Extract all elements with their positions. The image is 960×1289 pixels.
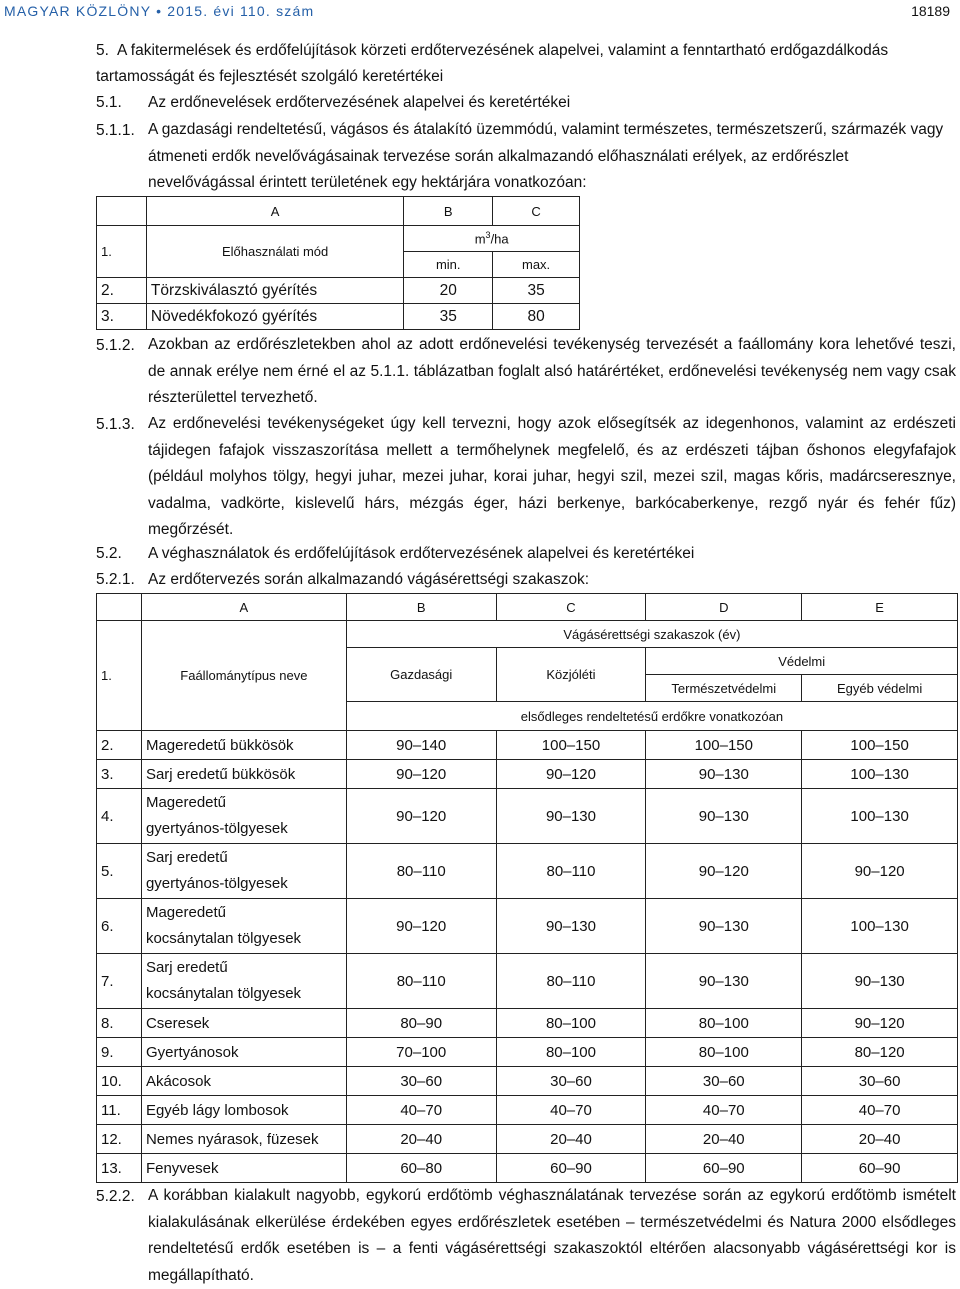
table-header-row — [97, 197, 580, 226]
egyeb-vedelmi-value: 60–90 — [802, 1154, 958, 1183]
section-5-title: A fakitermelések és erdőfelújítások körzeti erdőtervezésének alapelvei, valamint a fenntartható erdőgazdálkodás — [117, 42, 889, 59]
row-number: 1. — [97, 621, 142, 731]
row-number: 3. — [97, 760, 142, 789]
row-number: 12. — [97, 1125, 142, 1154]
col-c-header: C — [493, 197, 580, 226]
egyeb-vedelmi-value: 100–130 — [802, 899, 958, 954]
type-name — [141, 844, 346, 899]
rendeltetes-note: elsődleges rendeltetésű erdőkre vonatkozóan — [346, 702, 957, 731]
col-e-header: E — [802, 594, 958, 621]
type-name: Nemes nyárasok, füzesek — [141, 1125, 346, 1154]
gazdasagi-value: 90–120 — [346, 899, 496, 954]
gazdasagi-value: 80–110 — [346, 954, 496, 1009]
table-row — [97, 789, 958, 844]
type-name: Sarj eredetű bükkösök — [141, 760, 346, 789]
section-5-2-2-number: 5.2.2. — [96, 1188, 135, 1205]
section-5-number: 5. — [96, 42, 109, 59]
kozjoleti-value: 80–100 — [496, 1038, 646, 1067]
table-corner-cell — [97, 197, 147, 226]
table-row — [97, 1067, 958, 1096]
row-number: 11. — [97, 1096, 142, 1125]
running-header — [0, 0, 960, 22]
table-row — [97, 1038, 958, 1067]
col-a-header: A — [141, 594, 346, 621]
egyeb-vedelmi-value: 40–70 — [802, 1096, 958, 1125]
page-number: 18189 — [911, 3, 950, 19]
table-row — [97, 1154, 958, 1183]
egyeb-vedelmi-value: 30–60 — [802, 1067, 958, 1096]
row-number: 4. — [97, 789, 142, 844]
type-name-line2: gyertyános-tölgyesek — [145, 820, 288, 837]
termeszetvedelmi-value: 40–70 — [646, 1096, 802, 1125]
gazdasagi-value: 80–90 — [346, 1009, 496, 1038]
type-name-line2: gyertyános-tölgyesek — [145, 875, 288, 892]
type-name: Akácosok — [141, 1067, 346, 1096]
gazdasagi-value: 90–120 — [346, 760, 496, 789]
gazdasagi-value: 70–100 — [346, 1038, 496, 1067]
section-5-1-2-text: Azokban az erdőrészletekben ahol az adott erdőnevelési tevékenység tervezését a faállomány kora lehetővé teszi, de annak erélye nem érné el az 5.1.1. táblázatban foglalt alsó határértéket, erdőnevelési tevékenység nem vagy csak részterülettel tervezhető. — [148, 336, 956, 406]
row-number: 13. — [97, 1154, 142, 1183]
row-number: 2. — [97, 278, 147, 304]
gazdasagi-value: 80–110 — [346, 844, 496, 899]
table-row — [97, 1125, 958, 1154]
type-name: Cseresek — [141, 1009, 346, 1038]
gazdasagi-value: 60–80 — [346, 1154, 496, 1183]
section-5-1-number: 5.1. — [96, 94, 122, 111]
termeszetvedelmi-value: 30–60 — [646, 1067, 802, 1096]
table-row — [97, 899, 958, 954]
kozjoleti-value: 20–40 — [496, 1125, 646, 1154]
table-header-row — [97, 594, 958, 621]
table-row — [97, 226, 580, 252]
gazdasagi-value: 90–120 — [346, 789, 496, 844]
col-a-header: A — [146, 197, 403, 226]
section-5-2-title: A véghasználatok és erdőfelújítások erdőtervezésének alapelvei és keretértékei — [148, 545, 695, 562]
type-name-line1: Sarj eredetű — [145, 959, 228, 976]
eloh-label: Előhasználati mód — [146, 226, 403, 278]
egyeb-vedelmi-header: Egyéb védelmi — [802, 675, 958, 702]
termeszetvedelmi-value: 60–90 — [646, 1154, 802, 1183]
termeszetvedelmi-value: 80–100 — [646, 1038, 802, 1067]
section-5-2-number: 5.2. — [96, 545, 122, 562]
min-label: min. — [404, 252, 493, 278]
type-name-line2: kocsánytalan tölgyesek — [145, 930, 302, 947]
type-name — [141, 899, 346, 954]
termeszetvedelmi-value: 90–130 — [646, 899, 802, 954]
row-number: 9. — [97, 1038, 142, 1067]
vedelmi-header: Védelmi — [646, 648, 958, 675]
journal-title: MAGYAR KÖZLÖNY • 2015. évi 110. szám — [4, 3, 315, 19]
section-5-1-1-text: A gazdasági rendeltetésű, vágásos és átalakító üzemmódú, valamint természetes, természetszerű, származék vagy átmeneti erdők nevelővágásainak tervezése során alkalmazandó előhasználati erélyek, az erdőrészlet nevelővágással érintett területének egy hektárjára vonatkozóan: — [148, 121, 944, 191]
table-row — [97, 304, 580, 330]
min-value: 35 — [404, 304, 493, 330]
table-corner-cell — [97, 594, 142, 621]
kozjoleti-value: 40–70 — [496, 1096, 646, 1125]
period-header: Vágásérettségi szakaszok (év) — [346, 621, 957, 648]
kozjoleti-value: 90–130 — [496, 899, 646, 954]
termeszetvedelmi-value: 90–120 — [646, 844, 802, 899]
kozjoleti-value: 30–60 — [496, 1067, 646, 1096]
col-d-header: D — [646, 594, 802, 621]
termeszetvedelmi-value: 100–150 — [646, 731, 802, 760]
unit-superscript: 3 — [485, 230, 491, 241]
max-value: 35 — [493, 278, 580, 304]
egyeb-vedelmi-value: 100–150 — [802, 731, 958, 760]
table-row — [97, 844, 958, 899]
min-value: 20 — [404, 278, 493, 304]
row-number: 3. — [97, 304, 147, 330]
table-row — [97, 278, 580, 304]
max-value: 80 — [493, 304, 580, 330]
termeszetvedelmi-header: Természetvédelmi — [646, 675, 802, 702]
table-row — [97, 760, 958, 789]
type-name-line2: kocsánytalan tölgyesek — [145, 985, 302, 1002]
gazdasagi-value: 40–70 — [346, 1096, 496, 1125]
col-c-header: C — [496, 594, 646, 621]
egyeb-vedelmi-value: 80–120 — [802, 1038, 958, 1067]
type-name — [141, 954, 346, 1009]
kozjoleti-value: 80–110 — [496, 954, 646, 1009]
type-name: Fenyvesek — [141, 1154, 346, 1183]
type-name-line1: Mageredetű — [145, 904, 227, 921]
table-row — [97, 1096, 958, 1125]
table-row — [97, 731, 958, 760]
kozjoleti-value: 90–130 — [496, 789, 646, 844]
termeszetvedelmi-value: 80–100 — [646, 1009, 802, 1038]
col-b-header: B — [404, 197, 493, 226]
table-row — [97, 1009, 958, 1038]
section-5-1-3-number: 5.1.3. — [96, 416, 135, 433]
egyeb-vedelmi-value: 20–40 — [802, 1125, 958, 1154]
col-b-header: B — [346, 594, 496, 621]
kozjoleti-value: 90–120 — [496, 760, 646, 789]
max-label: max. — [493, 252, 580, 278]
type-name-line1: Sarj eredetű — [145, 849, 228, 866]
row-number: 7. — [97, 954, 142, 1009]
type-name: Mageredetű bükkösök — [141, 731, 346, 760]
row-number: 8. — [97, 1009, 142, 1038]
type-name — [141, 789, 346, 844]
kozjoleti-value: 100–150 — [496, 731, 646, 760]
egyeb-vedelmi-value: 100–130 — [802, 789, 958, 844]
type-name-line1: Mageredetű — [145, 794, 227, 811]
table-vagaserettseg — [96, 593, 958, 1183]
kozjoleti-value: 60–90 — [496, 1154, 646, 1183]
section-5-2-1-number: 5.2.1. — [96, 571, 135, 588]
kozjoleti-header: Közjóléti — [496, 648, 646, 702]
section-5-1-title: Az erdőnevelések erdőtervezésének alapelvei és keretértékei — [148, 94, 571, 111]
termeszetvedelmi-value: 90–130 — [646, 789, 802, 844]
row-number: 5. — [97, 844, 142, 899]
egyeb-vedelmi-value: 90–120 — [802, 844, 958, 899]
unit-base: m — [474, 231, 486, 247]
section-5-2-1-title: Az erdőtervezés során alkalmazandó vágásérettségi szakaszok: — [148, 571, 590, 588]
termeszetvedelmi-value: 90–130 — [646, 760, 802, 789]
row-number: 10. — [97, 1067, 142, 1096]
row-number: 1. — [97, 226, 147, 278]
egyeb-vedelmi-value: 100–130 — [802, 760, 958, 789]
gazdasagi-value: 90–140 — [346, 731, 496, 760]
gazdasagi-value: 20–40 — [346, 1125, 496, 1154]
type-name: Egyéb lágy lombosok — [141, 1096, 346, 1125]
unit-suffix: /ha — [490, 231, 509, 247]
table-row — [97, 954, 958, 1009]
section-5-2-2-text: A korábban kialakult nagyobb, egykorú erdőtömb véghasználatának tervezése során az egykorú erdőtömb ismételt kialakulásának elkerülése érdekében egyes erdőrészletek esetében – természetvédelmi és Natura 2000 elsődleges rendeltetésű erdők esetében is – a fenti vágásérettségi szakaszoktól eltérően alacsonyabb vágásérettségi kor is megállapítható. — [148, 1187, 956, 1284]
row-label: Törzskiválasztó gyérítés — [146, 278, 403, 304]
table-eloh — [96, 196, 580, 330]
unit-cell — [404, 226, 580, 252]
section-5-1-2-number: 5.1.2. — [96, 337, 135, 354]
kozjoleti-value: 80–110 — [496, 844, 646, 899]
row-number: 6. — [97, 899, 142, 954]
gazdasagi-value: 30–60 — [346, 1067, 496, 1096]
gazdasagi-header: Gazdasági — [346, 648, 496, 702]
section-5-1-1-number: 5.1.1. — [96, 122, 135, 139]
section-5-title-line2: tartamosságát és fejlesztését szolgáló keretértékei — [96, 68, 444, 85]
type-name: Gyertyánosok — [141, 1038, 346, 1067]
termeszetvedelmi-value: 20–40 — [646, 1125, 802, 1154]
row-number: 2. — [97, 731, 142, 760]
table-row — [97, 621, 958, 648]
termeszetvedelmi-value: 90–130 — [646, 954, 802, 1009]
egyeb-vedelmi-value: 90–120 — [802, 1009, 958, 1038]
type-label: Faállománytípus neve — [141, 621, 346, 731]
egyeb-vedelmi-value: 90–130 — [802, 954, 958, 1009]
kozjoleti-value: 80–100 — [496, 1009, 646, 1038]
row-label: Növedékfokozó gyérítés — [146, 304, 403, 330]
section-5-1-3-text: Az erdőnevelési tevékenységeket úgy kell tervezni, hogy azok elősegítsék az idegenhonos, valamint az erdészeti tájidegen fafajok visszaszorítása mellett a termőhelynek megfelelő, és az erdészeti tájban őshonos elegyfafajok (például molyhos tölgy, hegyi juhar, mezei juhar, korai juhar, hegyi szil, mezei szil, magas kőris, madárcseresznye, vadalma, vadkörte, kislevelű hárs, mézgás éger, házi berkenye, barkócaberkenye, rezgő nyár és fehér fűz) megőrzését. — [148, 415, 956, 538]
